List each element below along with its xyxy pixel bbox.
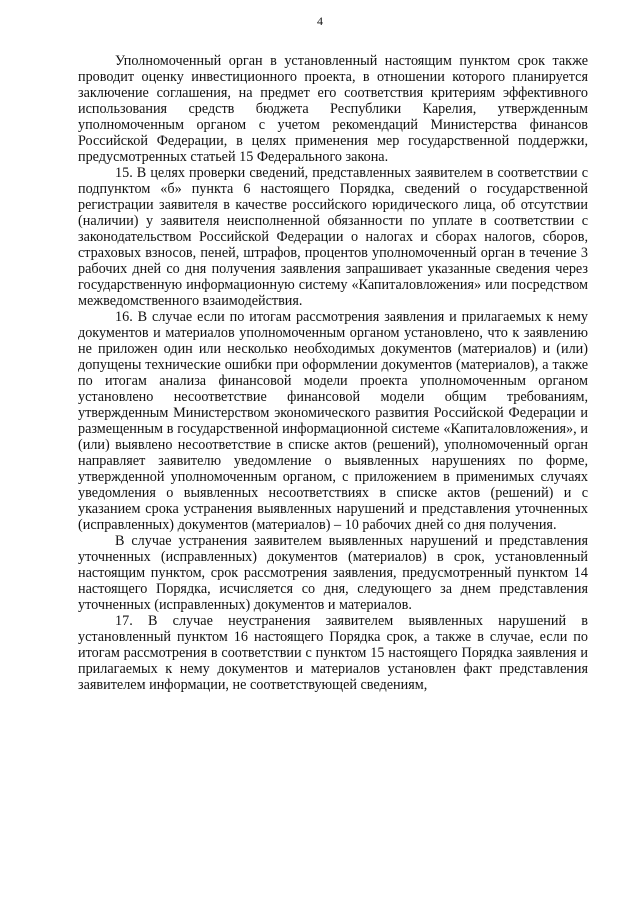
paragraph-16-correction-deadline: В случае устранения заявителем выявленных нарушений и представления уточненных (исправленных) документов (материалов) в срок, установленный настоящим пунктом, срок рассмотрения заявления, предусмотренный пунктом 14 настоящего Порядка, исчисляется со дня, следующего за днем представления уточненных (исправленных) документов и материалов.	[78, 533, 588, 613]
paragraph-17-non-correction: 17. В случае неустранения заявителем выявленных нарушений в установленный пунктом 16 настоящего Порядка срок, а также в случае, если по итогам рассмотрения в соответствии с пунктом 15 настоящего Порядка заявления и прилагаемых к нему документов и материалов установлен факт представления заявителем информации, не соответствующей сведениям,	[78, 613, 588, 693]
paragraph-investment-assessment: Уполномоченный орган в установленный настоящим пунктом срок также проводит оценку инвестиционного проекта, в отношении которого планируется заключение соглашения, на предмет его соответствия критериям эффективного использования средств бюджета Республики Карелия, утвержденным уполномоченным органом с учетом рекомендаций Министерства финансов Российской Федерации, в целях применения мер государственной поддержки, предусмотренных статьей 15 Федерального закона.	[78, 53, 588, 165]
document-body	[78, 53, 588, 693]
paragraph-15-information-verification: 15. В целях проверки сведений, представленных заявителем в соответствии с подпунктом «б» пункта 6 настоящего Порядка, сведений о государственной регистрации заявителя в качестве российского юридического лица, об отсутствии (наличии) у заявителя неисполненной обязанности по уплате в соответствии с законодательством Российской Федерации о налогах и сборах налогов, сборов, страховых взносов, пеней, штрафов, процентов уполномоченный орган в течение 3 рабочих дней со дня получения заявления запрашивает указанные сведения через государственную информационную систему «Капиталовложения» или посредством межведомственного взаимодействия.	[78, 165, 588, 309]
page-number: 4	[317, 14, 323, 28]
paragraph-16-violation-notice: 16. В случае если по итогам рассмотрения заявления и прилагаемых к нему документов и материалов уполномоченным органом установлено, что к заявлению не приложен один или несколько необходимых документов (материалов) и (или) допущены технические ошибки при оформлении документов (материалов), а также по итогам анализа финансовой модели проекта уполномоченным органом установлено несоответствие финансовой модели общим требованиям, утвержденным Министерством экономического развития Российской Федерации и размещенным в государственной информационной системе «Капиталовложения», и (или) выявлено несоответствие в списке актов (решений), уполномоченный орган направляет заявителю уведомление о выявленных нарушениях по форме, утвержденной уполномоченным органом, с приложением в применимых случаях уведомления о выявленных несоответствиях в списке актов (решений) и с указанием срока устранения выявленных нарушений и представления уточненных (исправленных) документов (материалов) – 10 рабочих дней со дня получения.	[78, 309, 588, 533]
